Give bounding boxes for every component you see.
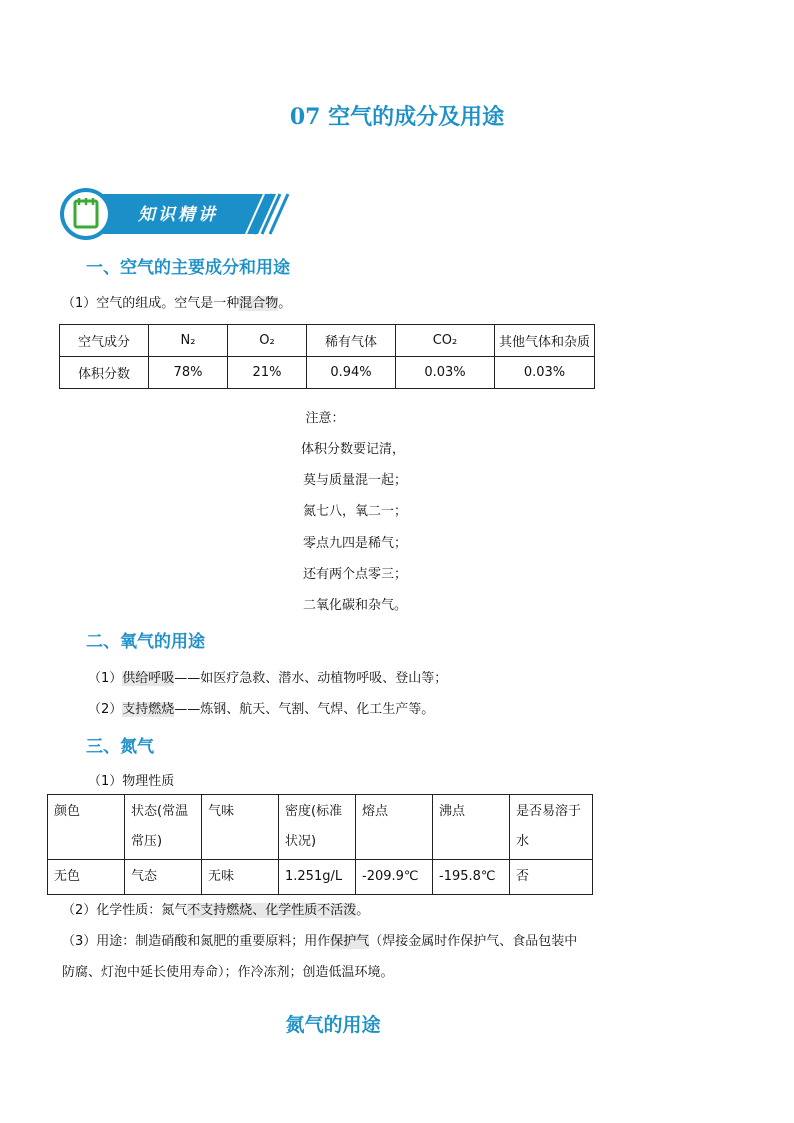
- table-cell: 0.03%: [495, 357, 595, 389]
- physical-props-label: （1）物理性质: [88, 774, 175, 789]
- text: ——如医疗急救、潜水、动植物呼吸、登山等；: [174, 671, 448, 686]
- table-cell: O₂: [228, 325, 307, 357]
- table-row: [60, 325, 595, 357]
- table-cell: 熔点: [356, 795, 433, 860]
- text: 。: [278, 296, 292, 311]
- bottom-heading: 氮气的用途: [285, 1014, 381, 1036]
- text: ——炼钢、航天、气割、气焊、化工生产等。: [174, 702, 435, 717]
- table-cell: 无味: [202, 860, 279, 895]
- oxygen-use-2: [88, 698, 434, 717]
- highlight: 混合物: [239, 296, 279, 311]
- text: （3）用途：制造硝酸和氮肥的重要原料；用作: [62, 934, 331, 949]
- section1-heading: 一、空气的主要成分和用途: [86, 258, 290, 278]
- poem-line: 莫与质量混一起；: [302, 473, 407, 488]
- table-cell: 密度(标准状况): [279, 795, 356, 860]
- table-cell: -209.9℃: [356, 860, 433, 895]
- table-cell: 78%: [149, 357, 228, 389]
- text: （焊接金属时作保护气、食品包装中: [369, 934, 578, 949]
- poem-line: 零点九四是稀气；: [302, 536, 407, 551]
- highlight: 供给呼吸: [122, 671, 175, 686]
- table-cell: 其他气体和杂质: [495, 325, 595, 357]
- table-cell: 0.94%: [307, 357, 396, 389]
- table-cell: N₂: [149, 325, 228, 357]
- table-cell: 21%: [228, 357, 307, 389]
- table-cell: 1.251g/L: [279, 860, 356, 895]
- table-cell: 无色: [48, 860, 125, 895]
- nitrogen-properties-table: [47, 794, 593, 895]
- table-cell: 状态(常温常压): [125, 795, 202, 860]
- table-cell: 是否易溶于水: [510, 795, 593, 860]
- poem-line: 注意：: [305, 411, 345, 426]
- section1-paragraph: [62, 292, 291, 311]
- text: （2）: [88, 702, 123, 717]
- text: （1）空气的组成。空气是一种: [62, 296, 240, 311]
- section2-heading: 二、氧气的用途: [86, 632, 205, 652]
- poem-line: 二氧化碳和杂气。: [302, 598, 407, 613]
- table-cell: 体积分数: [60, 357, 149, 389]
- banner-label: 知识精讲: [138, 205, 218, 225]
- page-title: 07 空气的成分及用途: [289, 104, 505, 130]
- table-row: [48, 795, 593, 860]
- text: 。: [356, 903, 370, 918]
- highlight: 不支持燃烧、化学性质不活泼: [187, 903, 357, 918]
- oxygen-use-1: [88, 667, 447, 686]
- table-cell: 否: [510, 860, 593, 895]
- table-cell: 气味: [202, 795, 279, 860]
- table-cell: 0.03%: [396, 357, 495, 389]
- table-cell: 空气成分: [60, 325, 149, 357]
- table-cell: 沸点: [433, 795, 510, 860]
- chemical-props: [62, 899, 369, 918]
- text: （2）化学性质：氮气: [62, 903, 188, 918]
- table-cell: CO₂: [396, 325, 495, 357]
- table-cell: 颜色: [48, 795, 125, 860]
- highlight: 支持燃烧: [122, 702, 175, 717]
- section3-heading: 三、氮气: [86, 737, 154, 757]
- table-row: [60, 357, 595, 389]
- poem-line: 氮七八，氧二一；: [302, 504, 407, 519]
- table-cell: 气态: [125, 860, 202, 895]
- poem-line: 体积分数要记清，: [300, 442, 405, 457]
- table-cell: 稀有气体: [307, 325, 396, 357]
- poem-line: 还有两个点零三；: [302, 567, 407, 582]
- highlight: 保护气: [330, 934, 370, 949]
- air-composition-table: [59, 324, 595, 389]
- nitrogen-uses-line2: 防腐、灯泡中延长使用寿命）；作冷冻剂；创造低温环境。: [62, 965, 394, 980]
- text: （1）: [88, 671, 123, 686]
- nitrogen-uses-line1: [62, 930, 622, 949]
- table-cell: -195.8℃: [433, 860, 510, 895]
- table-row: [48, 860, 593, 895]
